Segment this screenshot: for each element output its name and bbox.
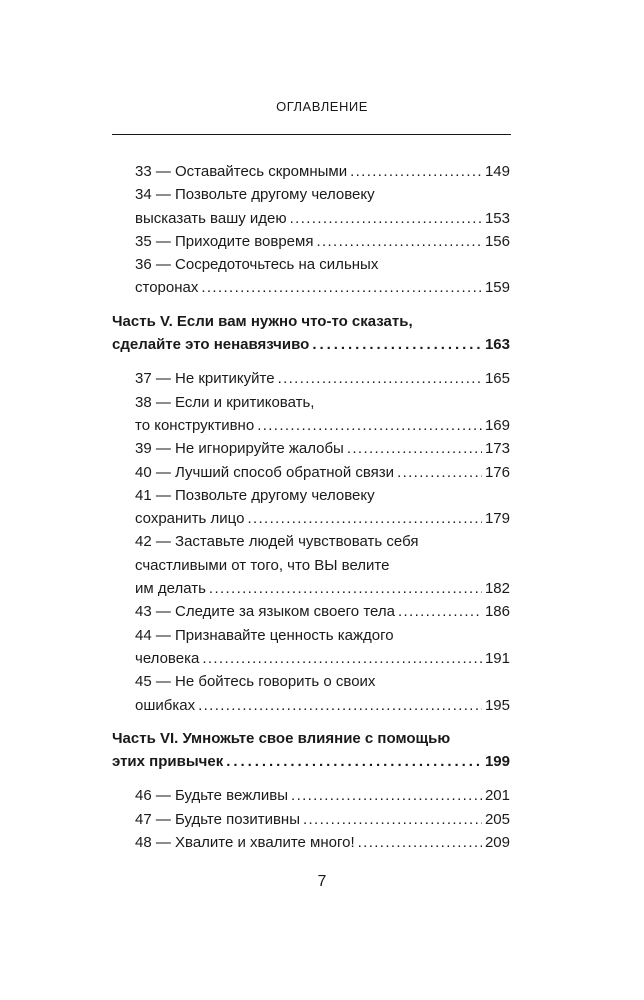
toc-group-2 bbox=[112, 367, 510, 716]
toc-entry-title: им делать bbox=[135, 580, 206, 598]
toc-entry-line bbox=[135, 230, 510, 253]
toc-entry bbox=[135, 670, 510, 717]
dot-leader bbox=[347, 437, 482, 460]
part-title: Часть VI. Умножьте свое влияние с помощью bbox=[112, 729, 451, 747]
toc-entry-line bbox=[135, 484, 510, 507]
page-title: ОГЛАВЛЕНИЕ bbox=[276, 99, 368, 114]
toc-entry-line bbox=[135, 670, 510, 693]
toc-entry-line bbox=[135, 367, 510, 390]
toc-group-1 bbox=[112, 160, 510, 300]
toc-part-6 bbox=[112, 727, 510, 774]
toc-entry bbox=[135, 183, 510, 230]
toc-entry-line bbox=[135, 437, 510, 460]
part-heading-line bbox=[112, 750, 510, 773]
toc-entry-title: сторонах bbox=[135, 279, 199, 297]
toc-entry-title: 34 — Позвольте другому человеку bbox=[135, 186, 375, 204]
toc-entry-line bbox=[135, 391, 510, 414]
dot-leader bbox=[209, 577, 482, 600]
toc-entry bbox=[135, 530, 510, 600]
toc-entry-line bbox=[135, 694, 510, 717]
dot-leader bbox=[303, 808, 482, 831]
toc-entry-line bbox=[135, 784, 510, 807]
part-heading-line bbox=[112, 310, 510, 333]
dot-leader bbox=[397, 461, 482, 484]
toc-entry bbox=[135, 484, 510, 531]
toc-entry bbox=[135, 367, 510, 390]
toc-entry-line bbox=[135, 160, 510, 183]
toc-entry-line bbox=[135, 647, 510, 670]
toc-entry-line bbox=[135, 831, 510, 854]
toc-entry-page-number: 149 bbox=[484, 163, 510, 180]
toc-entry-page-number: 209 bbox=[484, 834, 510, 852]
toc-entry bbox=[135, 437, 510, 460]
toc-entry-line bbox=[135, 600, 510, 623]
toc-entry-title: 43 — Следите за языком своего тела bbox=[135, 603, 395, 621]
toc-entry-title: 36 — Сосредоточьтесь на сильных bbox=[135, 256, 379, 274]
dot-leader bbox=[398, 600, 482, 623]
toc-entry-page-number: 153 bbox=[484, 209, 510, 227]
dot-leader bbox=[350, 160, 482, 183]
toc-entry bbox=[135, 624, 510, 671]
toc-entry-page-number: 201 bbox=[484, 787, 510, 805]
toc-entry-line bbox=[135, 507, 510, 530]
toc-entry-title: 38 — Если и критиковать, bbox=[135, 393, 315, 411]
toc-entry-title: человека bbox=[135, 649, 200, 667]
toc-entry-page-number: 205 bbox=[484, 810, 510, 828]
toc-entry bbox=[135, 230, 510, 253]
toc-entry bbox=[135, 160, 510, 183]
dot-leader bbox=[257, 414, 482, 437]
toc-entry-line bbox=[135, 207, 510, 230]
toc-entry-line bbox=[135, 808, 510, 831]
toc-entry-line bbox=[135, 414, 510, 437]
toc-entry-line bbox=[135, 577, 510, 600]
page-number: 7 bbox=[317, 873, 327, 890]
toc-entry-page-number: 159 bbox=[484, 279, 510, 297]
toc-part-5 bbox=[112, 310, 510, 357]
part-heading-line bbox=[112, 727, 510, 750]
toc-entry-page-number: 182 bbox=[484, 580, 510, 598]
toc-entry-title: сохранить лицо bbox=[135, 510, 245, 528]
toc-entry-page-number: 169 bbox=[484, 416, 510, 434]
toc-entry-line bbox=[135, 530, 510, 553]
dot-leader bbox=[291, 784, 482, 807]
toc-entry bbox=[135, 808, 510, 831]
toc-entry-title: 45 — Не бойтесь говорить о своих bbox=[135, 673, 376, 691]
part-page-number: 199 bbox=[484, 753, 510, 771]
dot-leader bbox=[247, 507, 482, 530]
toc-entry-page-number: 179 bbox=[484, 510, 510, 528]
toc-entry-title: 33 — Оставайтесь скромными bbox=[135, 163, 348, 180]
toc-entry bbox=[135, 831, 510, 854]
dot-leader bbox=[198, 694, 482, 717]
dot-leader bbox=[201, 276, 482, 299]
toc-entry-title: 41 — Позвольте другому человеку bbox=[135, 486, 375, 504]
toc-entry bbox=[135, 461, 510, 484]
toc-entry bbox=[135, 784, 510, 807]
toc-entry-title: 39 — Не игнорируйте жалобы bbox=[135, 440, 344, 458]
toc-entry bbox=[135, 391, 510, 438]
part-heading-line bbox=[112, 333, 510, 356]
dot-leader bbox=[278, 367, 482, 390]
toc-entry-page-number: 176 bbox=[484, 463, 510, 481]
dot-leader bbox=[316, 230, 482, 253]
toc-entry-title: 46 — Будьте вежливы bbox=[135, 787, 289, 805]
toc-entry-title: то конструктивно bbox=[135, 416, 255, 434]
toc-entry-page-number: 173 bbox=[484, 440, 510, 458]
toc-entry-title: 48 — Хвалите и хвалите много! bbox=[135, 834, 355, 852]
toc-entry-title: высказать вашу идею bbox=[135, 209, 287, 227]
toc-entry-title: счастливыми от того, что ВЫ велите bbox=[135, 556, 390, 574]
toc-entry-page-number: 191 bbox=[484, 649, 510, 667]
part-page-number: 163 bbox=[484, 336, 510, 354]
toc-entry-page-number: 165 bbox=[484, 370, 510, 388]
table-of-contents bbox=[112, 160, 510, 854]
toc-entry-title: ошибках bbox=[135, 696, 196, 714]
toc-entry-line bbox=[135, 276, 510, 299]
toc-entry-page-number: 156 bbox=[484, 232, 510, 250]
toc-entry-line bbox=[135, 461, 510, 484]
toc-entry-title: 47 — Будьте позитивны bbox=[135, 810, 300, 828]
toc-entry-title: 37 — Не критикуйте bbox=[135, 370, 275, 388]
toc-entry-title: 40 — Лучший способ обратной связи bbox=[135, 463, 395, 481]
title-divider bbox=[112, 134, 511, 135]
dot-leader bbox=[290, 207, 482, 230]
toc-entry-line bbox=[135, 554, 510, 577]
toc-entry-page-number: 195 bbox=[484, 696, 510, 714]
toc-entry-line bbox=[135, 253, 510, 276]
toc-entry-line bbox=[135, 624, 510, 647]
part-title: Часть V. Если вам нужно что-то сказать, bbox=[112, 312, 413, 330]
part-title: сделайте это ненавязчиво bbox=[112, 336, 310, 354]
toc-group-3 bbox=[112, 784, 510, 854]
dot-leader bbox=[312, 333, 482, 356]
toc-entry-title: 35 — Приходите вовремя bbox=[135, 232, 314, 250]
toc-entry-title: 42 — Заставьте людей чувствовать себя bbox=[135, 533, 419, 551]
toc-entry bbox=[135, 600, 510, 623]
toc-entry bbox=[135, 253, 510, 300]
dot-leader bbox=[202, 647, 482, 670]
dot-leader bbox=[358, 831, 482, 854]
toc-entry-page-number: 186 bbox=[484, 603, 510, 621]
toc-entry-title: 44 — Признавайте ценность каждого bbox=[135, 626, 394, 644]
dot-leader bbox=[226, 750, 482, 773]
toc-entry-line bbox=[135, 183, 510, 206]
part-title: этих привычек bbox=[112, 753, 224, 771]
